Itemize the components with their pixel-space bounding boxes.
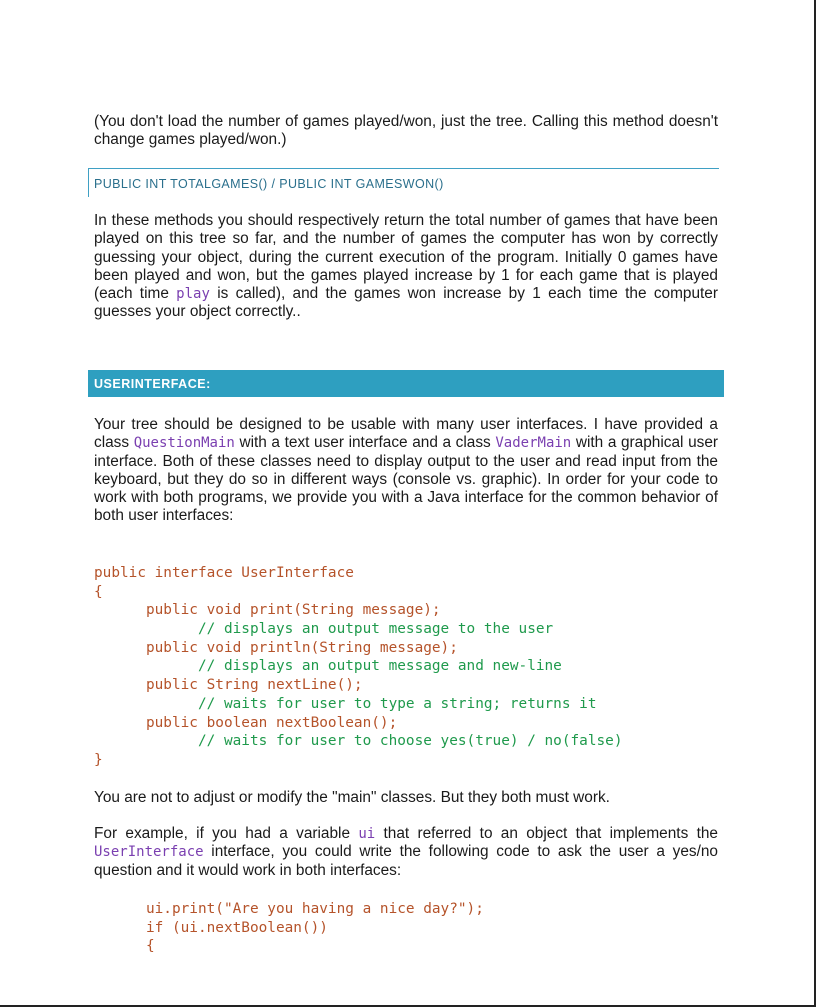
example-text-3: interface, you could write the following code to ask the user a yes/no question and it would work in both interfaces:	[94, 843, 718, 879]
inline-code-ui: ui	[358, 826, 376, 842]
no-modify-paragraph: You are not to adjust or modify the "main" classes. But they both must work.	[94, 789, 610, 806]
example-code-block	[94, 900, 484, 956]
example-paragraph	[94, 825, 718, 880]
code-line: }	[94, 751, 103, 768]
code-comment: // waits for user to choose yes(true) / no(false)	[94, 733, 623, 750]
inline-code-vadermain: VaderMain	[495, 435, 572, 452]
intro-paragraph: (You don't load the number of games played/won, just the tree. Calling this method doesn't change games played/won.)	[94, 113, 718, 149]
interface-code-block	[94, 564, 623, 770]
totals-text-1: In these methods you should respectively return the total number of games that have been played on this tree so far, and the number of games the computer has won by correctly guessing your object, during the current execution of the program. Initially 0 games have been played and won, but the games played increase by 1 for each game that is played (each time	[94, 212, 718, 303]
totals-paragraph	[94, 212, 718, 322]
example-text-1: For example, if you had a variable	[94, 825, 359, 842]
ui-text-2: with a text user interface and a class	[234, 434, 496, 452]
code-line: ui.print("Are you having a nice day?");	[94, 901, 484, 917]
code-line: public String nextLine();	[94, 677, 363, 694]
code-comment: // waits for user to type a string; returns it	[94, 695, 597, 712]
method-heading: PUBLIC INT TOTALGAMES() / PUBLIC INT GAMESWON()	[88, 168, 719, 197]
ui-text-3: with a graphical user interface. Both of these classes need to display output to the user and read input from the keyboard, but they do so in different ways (console vs. graphic). In order for your code to work with both programs, we provide you with a Java interface for the common behavior of both user interfaces:	[94, 434, 719, 525]
code-line: {	[94, 583, 103, 600]
ui-text-1: Your tree should be designed to be usable with many user interfaces. I have provided a class	[94, 416, 718, 452]
section-heading-userinterface: USERINTERFACE:	[88, 370, 724, 397]
example-text-2: that referred to an object that implements the	[375, 825, 718, 842]
inline-code-questionmain: QuestionMain	[133, 435, 235, 452]
inline-code-userinterface: UserInterface	[94, 844, 204, 861]
code-comment: // displays an output message and new-line	[94, 658, 562, 675]
code-line: public void println(String message);	[94, 639, 458, 656]
inline-code-play: play	[176, 286, 210, 303]
ui-paragraph	[94, 416, 718, 526]
totals-text-2: is called), and the games won increase by 1 each time the computer guesses your object correctly..	[94, 285, 718, 321]
code-line: public void print(String message);	[94, 602, 441, 619]
code-line: if (ui.nextBoolean())	[94, 919, 328, 936]
code-line: {	[94, 938, 155, 955]
code-line: public interface UserInterface	[94, 565, 354, 581]
code-line: public boolean nextBoolean();	[94, 714, 398, 731]
code-comment: // displays an output message to the user	[94, 621, 554, 638]
